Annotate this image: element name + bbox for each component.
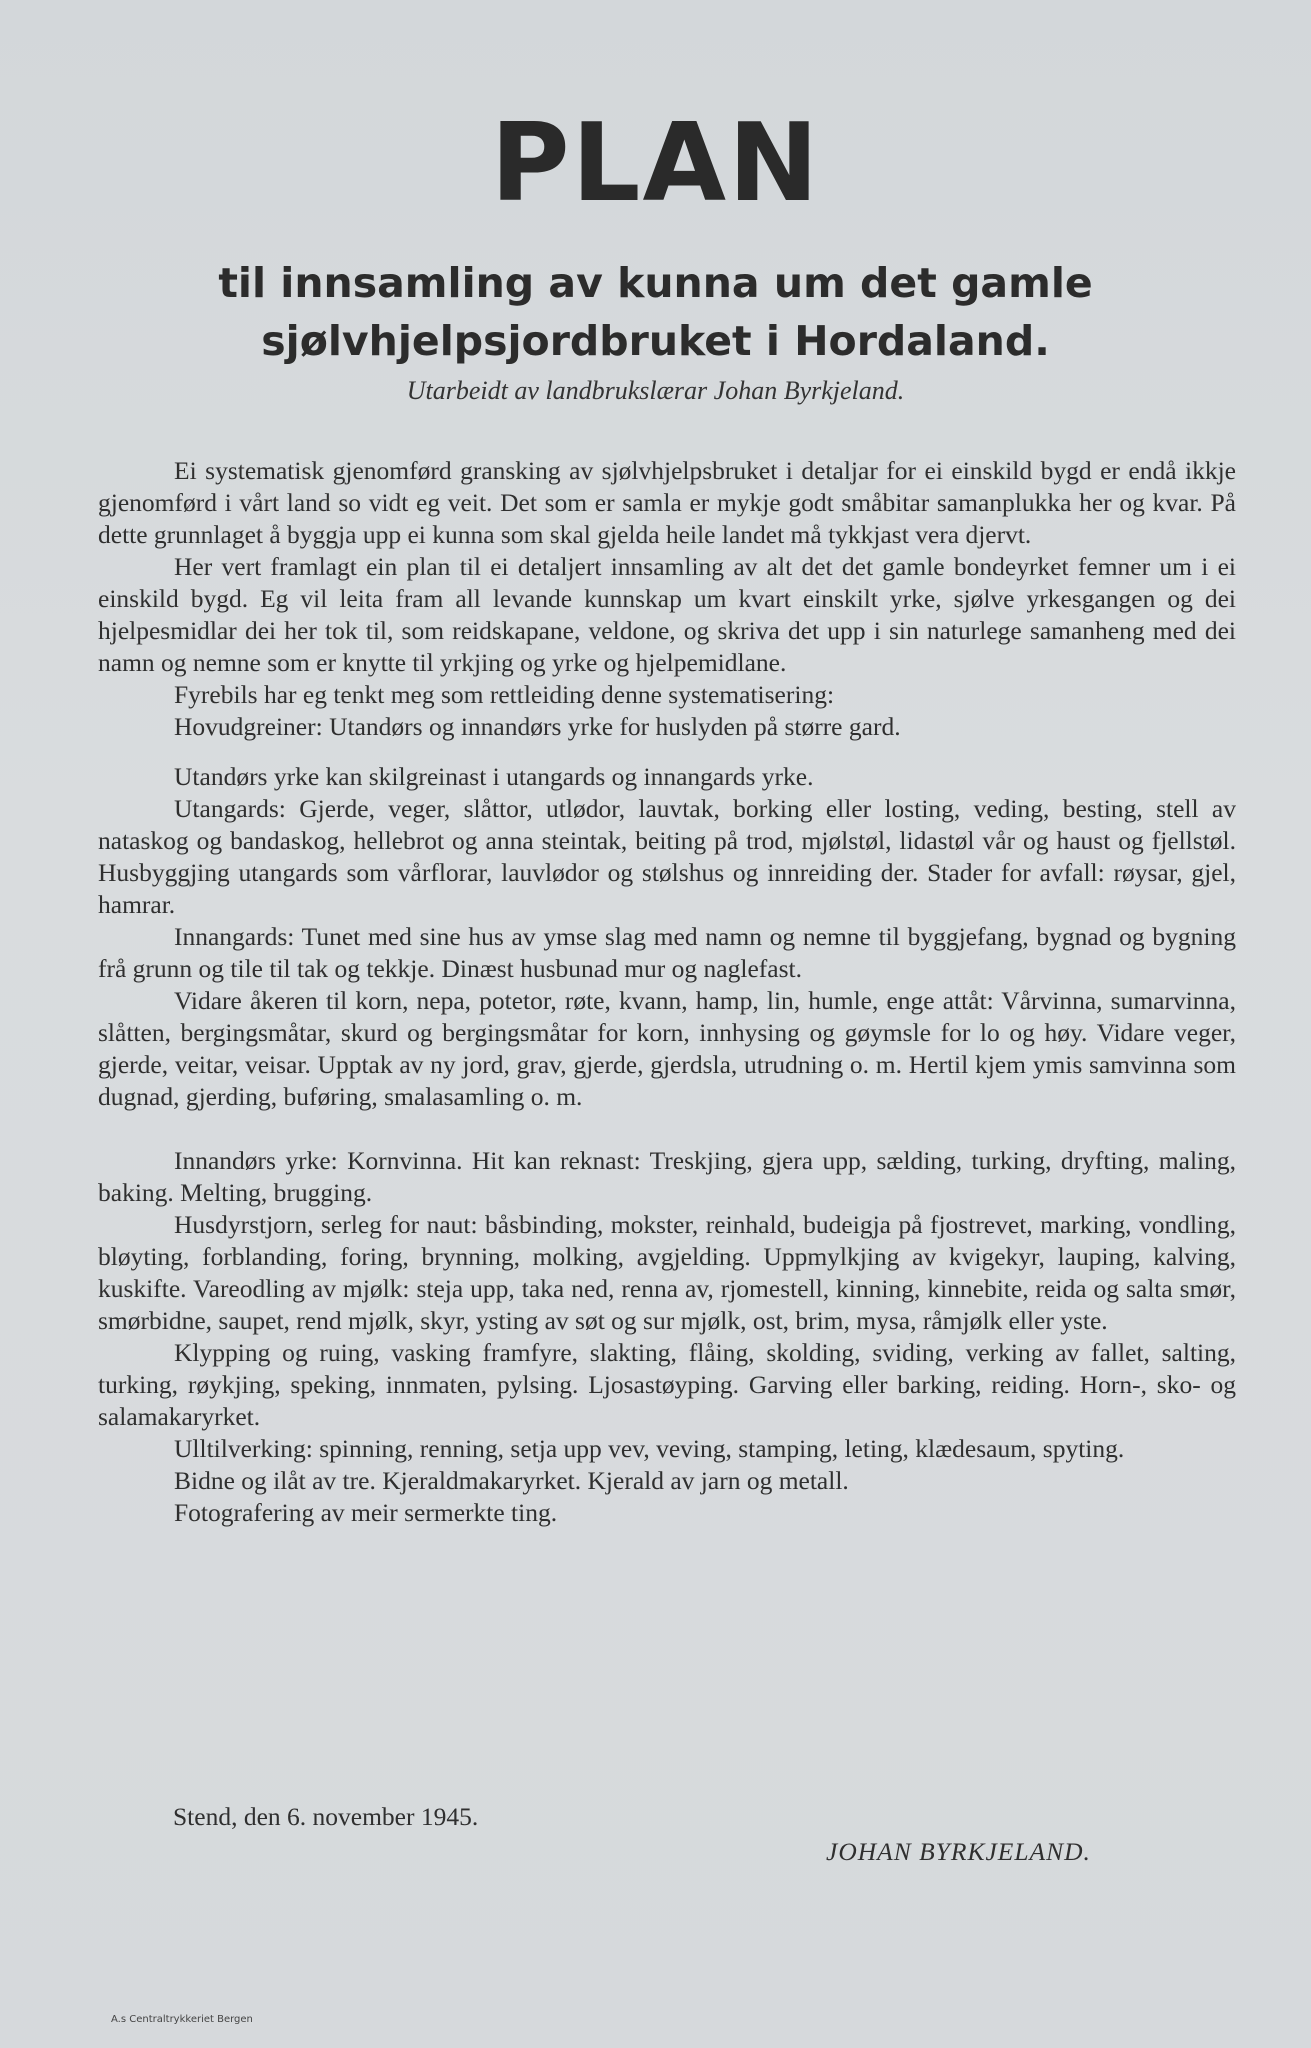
paragraph: Her vert framlagt ein plan til ei detaljert innsamling av alt det det gamle bondeyrket femner um i ei einskild bygd. Eg vil leita fram all levande kunnskap um kvart einskilt yrke, sjølve yrkesgangen og dei hjelpesmidlar dei her tok til, som reidskapane, veldone, og skriva det upp i sin naturlege samanheng med dei namn og nemne som er knytte til yrkjing og yrke og hjelpemidlane.	[98, 552, 1236, 677]
paragraph: Bidne og ilåt av tre. Kjeraldmakaryrket. Kjerald av jarn og metall.	[174, 1466, 849, 1495]
paragraph: Utandørs yrke kan skilgreinast i utangards og innangards yrke.	[174, 762, 814, 791]
paragraph: Ei systematisk gjenomførd gransking av sjølvhjelpsbruket i detaljar for ei einskild bygd er endå ikkje gjenomførd i vårt land so vidt eg veit. Det som er samla er mykje godt småbitar samanplukka her og kvar. På dette grunnlaget å byggja upp ei kunna som skal gjelda heile landet må tykkjast vera djervt.	[98, 456, 1236, 549]
byline: Utarbeidt av landbrukslærar Johan Byrkjeland.	[406, 376, 905, 405]
paragraph: Ulltilverking: spinning, renning, setja upp vev, veving, stamping, leting, klædesaum, spyting.	[174, 1434, 1125, 1463]
paragraph: Klypping og ruing, vasking framfyre, slakting, flåing, skolding, sviding, verking av fallet, salting, turking, røykjing, speking, innmaten, pylsing. Ljosastøyping. Garving eller barking, reiding. Horn-, sko- og salamakaryrket.	[98, 1338, 1236, 1431]
document-title: PLAN	[490, 101, 821, 226]
paragraph: Fotografering av meir sermerkte ting.	[174, 1498, 558, 1527]
subtitle-line-1: til innsamling av kunna um det gamle	[218, 259, 1093, 307]
date-line: Stend, den 6. november 1945.	[173, 1802, 479, 1831]
signature: JOHAN BYRKJELAND.	[826, 1837, 1091, 1866]
paragraph: Innandørs yrke: Kornvinna. Hit kan reknast: Treskjing, gjera upp, sælding, turking, dryfting, maling, baking. Melting, brugging.	[98, 1146, 1236, 1207]
document-body	[98, 455, 1236, 1529]
paragraph: Utangards: Gjerde, veger, slåttor, utlødor, lauvtak, borking eller losting, veding, besting, stell av nataskog og bandaskog, hellebrot og anna steintak, beiting på trod, mjølstøl, lidastøl vår og haust og fjellstøl. Husbyggjing utangards som vårflorar, lauvlødor og stølshus og innreiding der. Stader for avfall: røysar, gjel, hamrar.	[98, 794, 1236, 919]
paragraph: Hovudgreiner: Utandørs og innandørs yrke for huslyden på større gard.	[174, 712, 901, 741]
printer-imprint: A.s Centraltrykkeriet Bergen	[111, 2014, 253, 2025]
paragraph: Vidare åkeren til korn, nepa, potetor, røte, kvann, hamp, lin, humle, enge attåt: Vårvinna, sumarvinna, slåtten, bergingsmåtar, skurd og bergingsmåtar for korn, innhysing og gøymsle for lo og høy. Vidare veger, gjerde, veitar, veisar. Upptak av ny jord, grav, gjerde, gjerdsla, utrudning o. m. Hertil kjem ymis samvinna som dugnad, gjerding, buføring, smalasamling o. m.	[98, 986, 1236, 1111]
paragraph: Husdyrstjorn, serleg for naut: båsbinding, mokster, reinhald, budeigja på fjostrevet, marking, vondling, bløyting, forblanding, foring, brynning, molking, avgjelding. Uppmylkjing av kvigekyr, lauping, kalving, kuskifte. Vareodling av mjølk: steja upp, taka ned, renna av, rjomestell, kinning, kinnebite, reida og salta smør, smørbidne, saupet, rend mjølk, skyr, ysting av søt og sur mjølk, ost, brim, mysa, råmjølk eller yste.	[98, 1210, 1236, 1335]
subtitle-line-2: sjølvhjelpsjordbruket i Hordaland.	[261, 317, 1050, 365]
paragraph: Innangards: Tunet med sine hus av ymse slag med namn og nemne til byggjefang, bygnad og bygning frå grunn og tile til tak og tekkje. Dinæst husbunad mur og naglefast.	[98, 922, 1236, 983]
paragraph: Fyrebils har eg tenkt meg som rettleiding denne systematisering:	[174, 680, 835, 709]
